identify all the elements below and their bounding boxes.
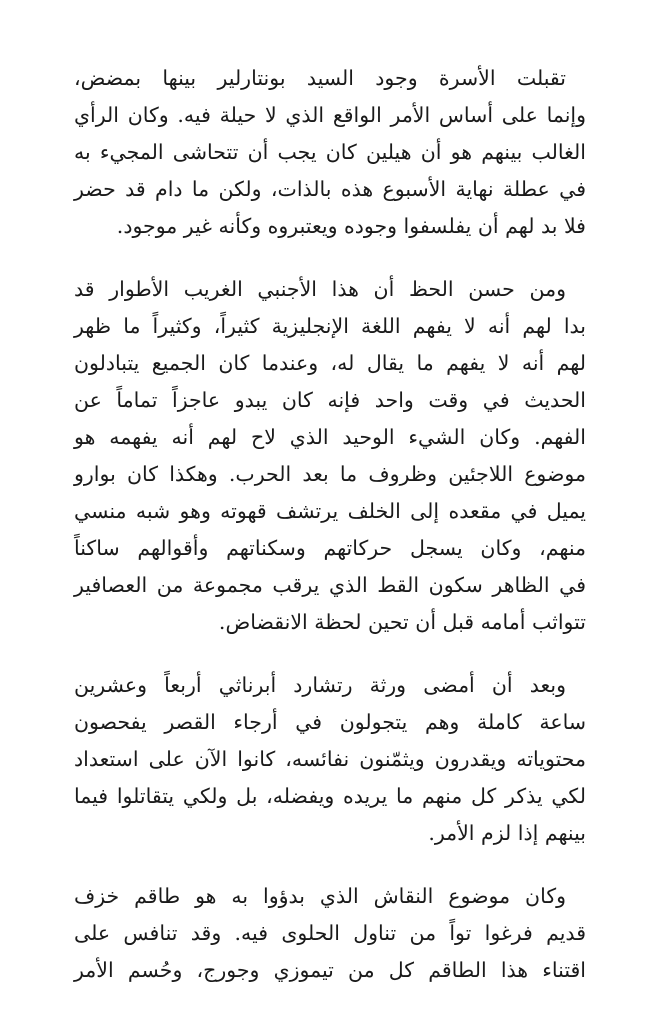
text-line: وبعد أن أمضى ورثة رتشارد أبرناثي أربعاً وعشرين [74,673,566,697]
text-line: موضوع اللاجئين وظروف ما بعد الحرب. وهكذا كان بوارو [74,462,586,486]
text-line: وإنما على أساس الأمر الواقع الذي لا حيلة فيه. وكان الرأي [74,103,586,127]
text-line: وكان موضوع النقاش الذي بدؤوا به هو طاقم خزف [74,884,566,908]
text-line: اقتناء هذا الطاقم كل من تيموزي وجورج، وحُسم الأمر [74,958,586,982]
paragraph-4 [74,878,586,989]
text-line: ومن حسن الحظ أن هذا الأجنبي الغريب الأطوار قد [74,277,566,301]
text-line: بينهم إذا لزم الأمر. [428,821,586,845]
book-page [74,60,586,1015]
text-line: في عطلة نهاية الأسبوع هذه بالذات، ولكن ما دام قد حضر [74,177,586,201]
paragraph-3 [74,667,586,852]
paragraph-2 [74,271,586,641]
text-line: الغالب بينهم هو أن هيلين كان يجب أن تتحاشى المجيء به [74,140,586,164]
text-line: ساعة كاملة وهم يتجولون في أرجاء القصر يفحصون [74,710,586,734]
paragraph-1 [74,60,586,245]
text-line: لكي يذكر كل منهم ما يريده ويفضله، بل ولكي يتقاتلوا فيما [74,784,586,808]
text-line: منهم، وكان يسجل حركاتهم وسكناتهم وأقوالهم ساكناً [74,536,586,560]
text-line: تتواثب أمامه قبل أن تحين لحظة الانقضاض. [218,610,586,634]
text-line: محتوياته ويقدرون ويثمّنون نفائسه، كانوا الآن على استعداد [74,747,586,771]
text-line: الحديث في وقت واحد فإنه كان يبدو عاجزاً تماماً عن [74,388,586,412]
text-line: الفهم. وكان الشيء الوحيد الذي لاح لهم أنه يفهمه هو [74,425,586,449]
text-line: تقبلت الأسرة وجود السيد بونتارلير بينها بمضض، [74,66,566,90]
text-line: بدا لهم أنه لا يفهم اللغة الإنجليزية كثيراً، وكثيراً ما ظهر [74,314,586,338]
text-line: يميل في مقعده إلى الخلف يرتشف قهوته وهو شبه منسي [74,499,586,523]
text-line: فلا بد لهم أن يفلسفوا وجوده ويعتبروه وكأنه غير موجود. [116,214,586,238]
text-line: لهم أنه لا يفهم ما يقال له، وعندما كان الجميع يتبادلون [74,351,586,375]
text-line: في الظاهر سكون القط الذي يرقب مجموعة من العصافير [74,573,586,597]
text-line: قديم فرغوا تواً من تناول الحلوى فيه. وقد تنافس على [74,921,586,945]
